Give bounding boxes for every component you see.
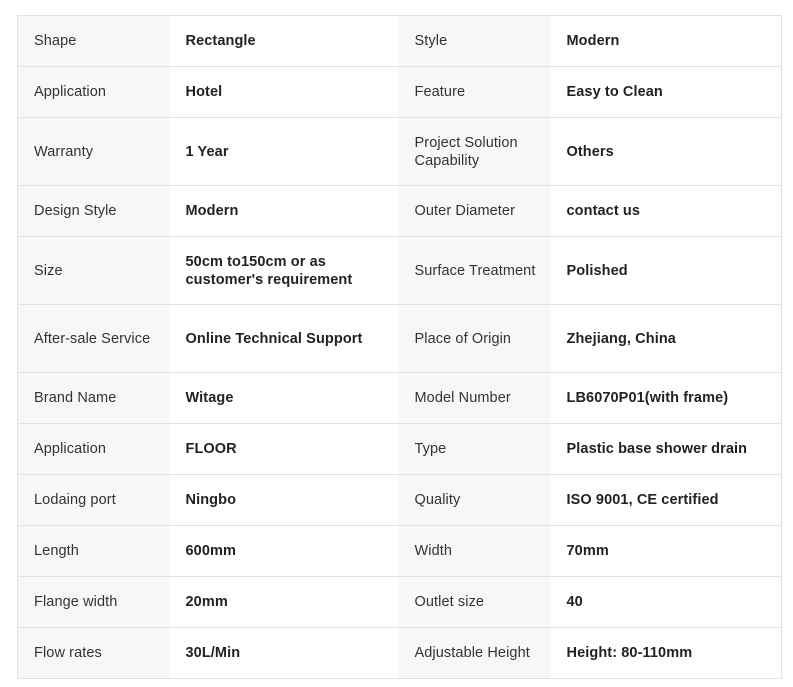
spec-value: Hotel bbox=[170, 67, 399, 118]
table-row bbox=[18, 628, 782, 679]
spec-label: Flow rates bbox=[18, 628, 170, 679]
table-row bbox=[18, 526, 782, 577]
spec-label: Brand Name bbox=[18, 373, 170, 424]
table-row bbox=[18, 186, 782, 237]
spec-label: Place of Origin bbox=[399, 305, 551, 373]
spec-value: Zhejiang, China bbox=[551, 305, 782, 373]
spec-value: Others bbox=[551, 118, 782, 186]
spec-label: Feature bbox=[399, 67, 551, 118]
spec-label: Model Number bbox=[399, 373, 551, 424]
spec-label: Adjustable Height bbox=[399, 628, 551, 679]
spec-label: Surface Treatment bbox=[399, 237, 551, 305]
spec-label: Quality bbox=[399, 475, 551, 526]
spec-value: 50cm to150cm or as customer's requirement bbox=[170, 237, 399, 305]
spec-label: Flange width bbox=[18, 577, 170, 628]
table-row bbox=[18, 16, 782, 67]
spec-label: Type bbox=[399, 424, 551, 475]
spec-value: Easy to Clean bbox=[551, 67, 782, 118]
table-row bbox=[18, 577, 782, 628]
spec-label: Style bbox=[399, 16, 551, 67]
spec-value: Ningbo bbox=[170, 475, 399, 526]
spec-value: 30L/Min bbox=[170, 628, 399, 679]
spec-label: Project Solution Capability bbox=[399, 118, 551, 186]
spec-label: Design Style bbox=[18, 186, 170, 237]
spec-label: Lodaing port bbox=[18, 475, 170, 526]
table-row bbox=[18, 373, 782, 424]
spec-label: Size bbox=[18, 237, 170, 305]
spec-label: Application bbox=[18, 67, 170, 118]
spec-value: Modern bbox=[551, 16, 782, 67]
spec-value: Polished bbox=[551, 237, 782, 305]
spec-label: Outlet size bbox=[399, 577, 551, 628]
spec-value: Plastic base shower drain bbox=[551, 424, 782, 475]
spec-value: LB6070P01(with frame) bbox=[551, 373, 782, 424]
spec-value: Online Technical Support bbox=[170, 305, 399, 373]
table-row bbox=[18, 475, 782, 526]
table-row bbox=[18, 424, 782, 475]
product-spec-table bbox=[17, 15, 782, 679]
spec-label: After-sale Service bbox=[18, 305, 170, 373]
spec-value: 40 bbox=[551, 577, 782, 628]
spec-value: Witage bbox=[170, 373, 399, 424]
spec-label: Warranty bbox=[18, 118, 170, 186]
spec-value: Height: 80-110mm bbox=[551, 628, 782, 679]
table-row bbox=[18, 237, 782, 305]
table-row bbox=[18, 305, 782, 373]
spec-value: ISO 9001, CE certified bbox=[551, 475, 782, 526]
spec-value: 70mm bbox=[551, 526, 782, 577]
spec-value: contact us bbox=[551, 186, 782, 237]
spec-value: FLOOR bbox=[170, 424, 399, 475]
table-row bbox=[18, 67, 782, 118]
spec-label: Application bbox=[18, 424, 170, 475]
spec-label: Shape bbox=[18, 16, 170, 67]
spec-value: 1 Year bbox=[170, 118, 399, 186]
spec-value: Modern bbox=[170, 186, 399, 237]
spec-value: 600mm bbox=[170, 526, 399, 577]
table-row bbox=[18, 118, 782, 186]
spec-label: Outer Diameter bbox=[399, 186, 551, 237]
spec-label: Width bbox=[399, 526, 551, 577]
spec-label: Length bbox=[18, 526, 170, 577]
spec-value: Rectangle bbox=[170, 16, 399, 67]
spec-value: 20mm bbox=[170, 577, 399, 628]
